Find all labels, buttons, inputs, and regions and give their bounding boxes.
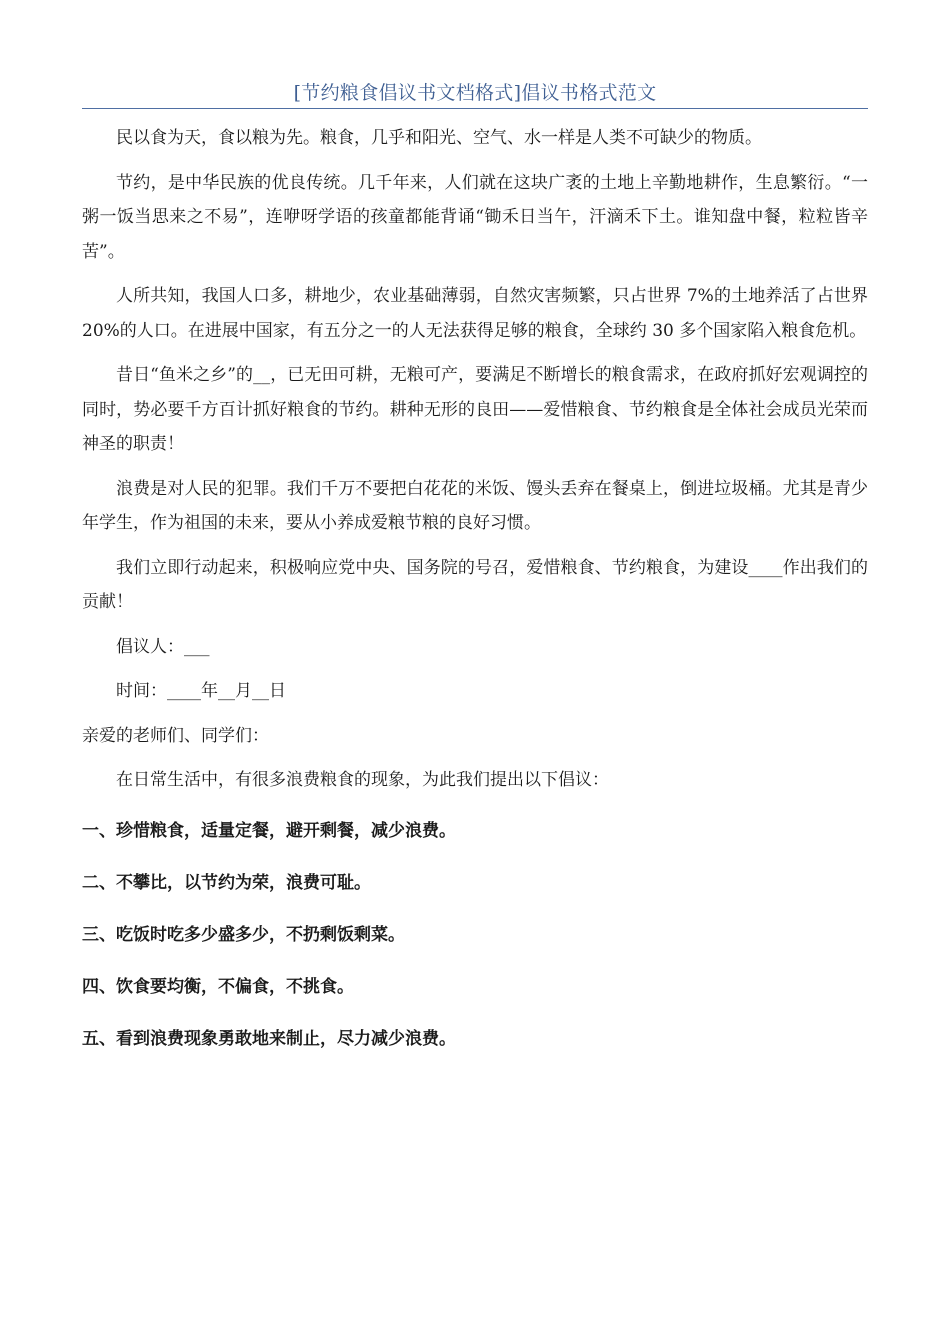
proposal-item: 五、看到浪费现象勇敢地来制止，尽力减少浪费。 [82,1028,456,1049]
paragraph: 节约，是中华民族的优良传统。几千年来，人们就在这块广袤的土地上辛勤地耕作，生息繁衍。“一粥一饭当思来之不易”，连咿呀学语的孩童都能背诵“锄禾日当午，汗滴禾下土。谁知盘中餐，粒粒皆辛苦”。 [82,172,868,262]
paragraph: 我们立即行动起来，积极响应党中央、国务院的号召，爱惜粮食、节约粮食，为建设____作出我们的贡献！ [82,557,868,612]
proposal-item: 四、饮食要均衡，不偏食，不挑食。 [82,976,354,997]
paragraph: 民以食为天，食以粮为先。粮食，几乎和阳光、空气、水一样是人类不可缺少的物质。 [116,128,762,148]
paragraph: 人所共知，我国人口多，耕地少，农业基础薄弱，自然灾害频繁，只占世界 7%的土地养活了占世界 20%的人口。在进展中国家，有五分之一的人无法获得足够的粮食，全球约 30 多个国家陷入粮食危机。 [82,286,868,341]
document-title: [节约粮食倡议书文档格式]倡议书格式范文 [293,82,657,104]
salutation: 亲爱的老师们、同学们： [82,725,269,746]
paragraph: 昔日“鱼米之乡”的__，已无田可耕，无粮可产，要满足不断增长的粮食需求，在政府抓好宏观调控的同时，势必要千方百计抓好粮食的节约。耕种无形的良田——爱惜粮食、节约粮食是全体社会成员光荣而神圣的职责！ [82,365,868,454]
proposal-item: 三、吃饭时吃多少盛多少，不扔剩饭剩菜。 [82,924,405,945]
date-line: 时间：____年__月__日 [116,681,286,701]
paragraph: 浪费是对人民的犯罪。我们千万不要把白花花的米饭、馒头丢弃在餐桌上，倒进垃圾桶。尤其是青少年学生，作为祖国的未来，要从小养成爱粮节粮的良好习惯。 [82,478,868,533]
header-divider [82,108,868,109]
intro-paragraph: 在日常生活中，有很多浪费粮食的现象，为此我们提出以下倡议： [116,770,609,790]
proposer-line: 倡议人：___ [116,636,210,657]
proposal-item: 一、珍惜粮食，适量定餐，避开剩餐，减少浪费。 [82,820,456,841]
document-body [82,121,868,1074]
proposal-item: 二、不攀比，以节约为荣，浪费可耻。 [82,872,371,893]
